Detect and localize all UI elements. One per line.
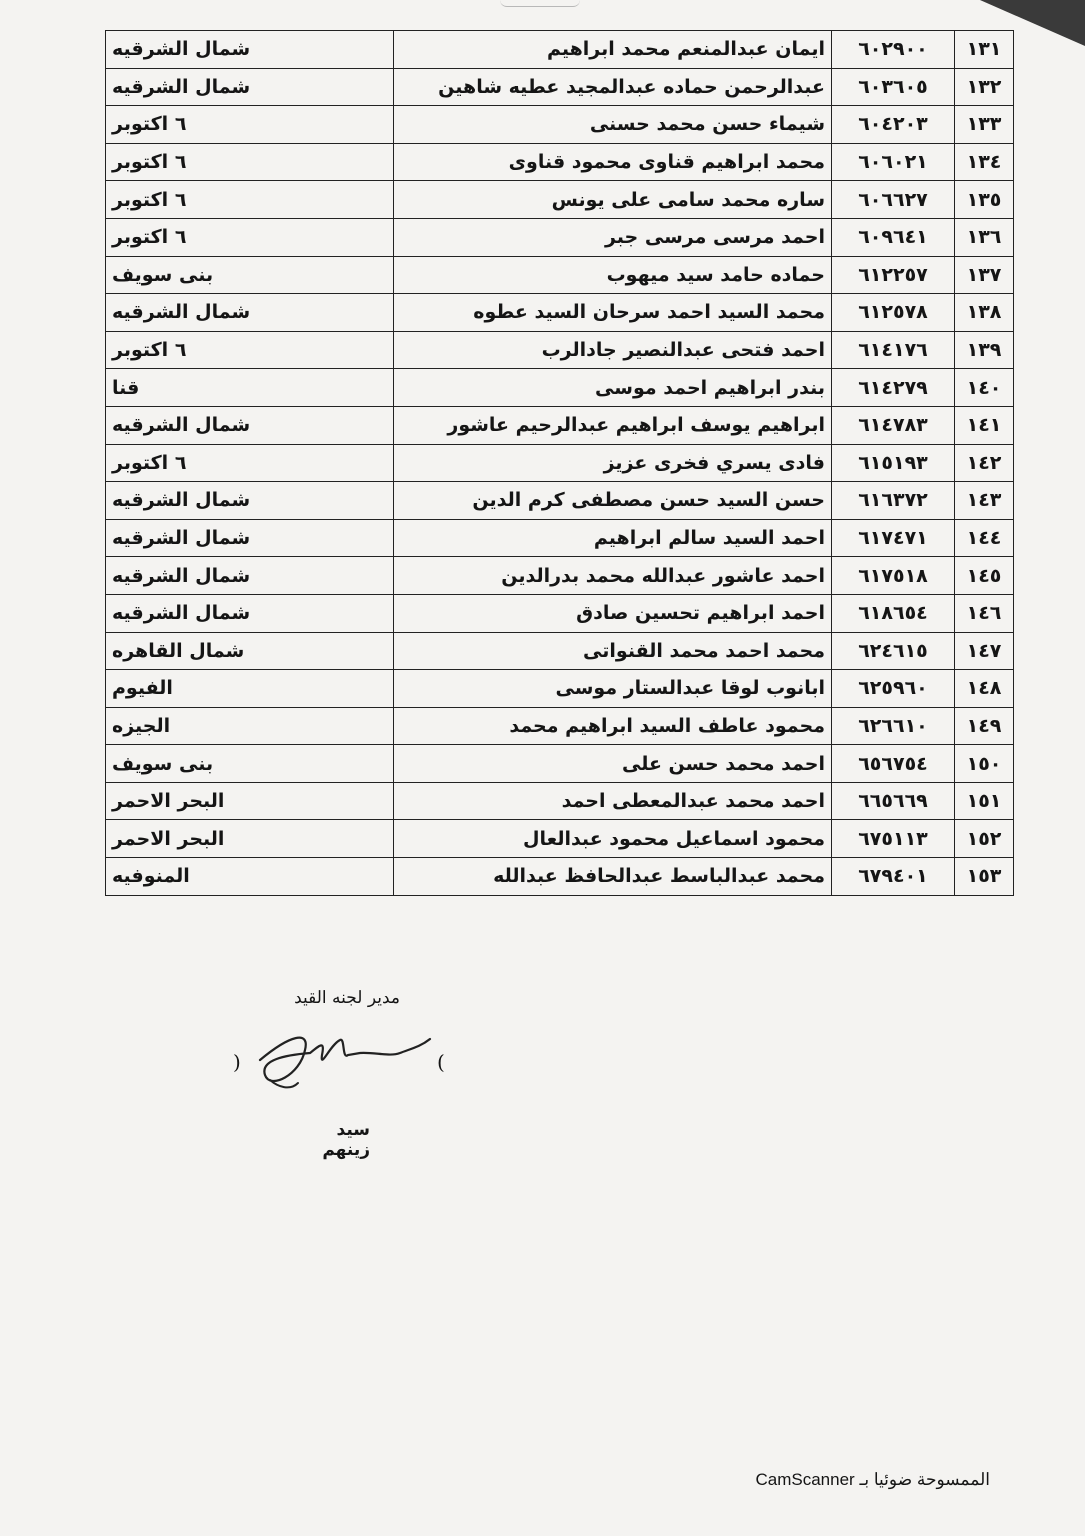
governorate-cell: شمال الشرقيه: [106, 519, 394, 557]
governorate-cell: شمال الشرقيه: [106, 482, 394, 520]
name-cell: محمود اسماعيل محمود عبدالعال: [394, 820, 832, 858]
name-cell: محمود عاطف السيد ابراهيم محمد: [394, 707, 832, 745]
table-row: [106, 858, 1014, 896]
governorate-cell: ٦ اكتوبر: [106, 143, 394, 181]
name-cell: بندر ابراهيم احمد موسى: [394, 369, 832, 407]
name-cell: حسن السيد حسن مصطفى كرم الدين: [394, 482, 832, 520]
signature-open-paren: (: [437, 1050, 445, 1074]
name-cell: شيماء حسن محمد حسنى: [394, 106, 832, 144]
governorate-cell: ٦ اكتوبر: [106, 181, 394, 219]
code-cell: ٦٠٦٦٢٧: [832, 181, 955, 219]
governorate-cell: شمال الشرقيه: [106, 406, 394, 444]
index-cell: ١٤٠: [955, 369, 1014, 407]
index-cell: ١٣٩: [955, 331, 1014, 369]
index-cell: ١٥٣: [955, 858, 1014, 896]
governorate-cell: البحر الاحمر: [106, 820, 394, 858]
code-cell: ٦٢٤٦١٥: [832, 632, 955, 670]
code-cell: ٦١٧٥١٨: [832, 557, 955, 595]
table-row: [106, 820, 1014, 858]
table-row: [106, 782, 1014, 820]
code-cell: ٦٧٥١١٣: [832, 820, 955, 858]
code-cell: ٦١٧٤٧١: [832, 519, 955, 557]
code-cell: ٦٥٦٧٥٤: [832, 745, 955, 783]
name-cell: محمد السيد احمد سرحان السيد عطوه: [394, 294, 832, 332]
governorate-cell: شمال الشرقيه: [106, 594, 394, 632]
table-row: [106, 406, 1014, 444]
code-cell: ٦٠٩٦٤١: [832, 218, 955, 256]
index-cell: ١٤٩: [955, 707, 1014, 745]
governorate-cell: البحر الاحمر: [106, 782, 394, 820]
index-cell: ١٤٣: [955, 482, 1014, 520]
code-cell: ٦٧٩٤٠١: [832, 858, 955, 896]
index-cell: ١٤٦: [955, 594, 1014, 632]
table-row: [106, 331, 1014, 369]
table-row: [106, 632, 1014, 670]
table-row: [106, 31, 1014, 69]
index-cell: ١٥١: [955, 782, 1014, 820]
table-body: [106, 31, 1014, 896]
code-cell: ٦١٤٧٨٣: [832, 406, 955, 444]
table-row: [106, 745, 1014, 783]
code-cell: ٦٦٥٦٦٩: [832, 782, 955, 820]
governorate-cell: شمال الشرقيه: [106, 31, 394, 69]
code-cell: ٦٠٦٠٢١: [832, 143, 955, 181]
name-cell: احمد السيد سالم ابراهيم: [394, 519, 832, 557]
governorate-cell: الفيوم: [106, 670, 394, 708]
code-cell: ٦١٨٦٥٤: [832, 594, 955, 632]
name-cell: احمد فتحى عبدالنصير جادالرب: [394, 331, 832, 369]
index-cell: ١٣٦: [955, 218, 1014, 256]
index-cell: ١٣٧: [955, 256, 1014, 294]
governorate-cell: شمال الشرقيه: [106, 294, 394, 332]
code-cell: ٦١٢٥٧٨: [832, 294, 955, 332]
code-cell: ٦٠٢٩٠٠: [832, 31, 955, 69]
page-top-mark: [500, 0, 580, 7]
index-cell: ١٤٢: [955, 444, 1014, 482]
name-cell: حماده حامد سيد ميهوب: [394, 256, 832, 294]
index-cell: ١٣٤: [955, 143, 1014, 181]
table-row: [106, 218, 1014, 256]
name-cell: ابراهيم يوسف ابراهيم عبدالرحيم عاشور: [394, 406, 832, 444]
index-cell: ١٥٢: [955, 820, 1014, 858]
index-cell: ١٤٥: [955, 557, 1014, 595]
governorate-cell: بنى سويف: [106, 256, 394, 294]
name-cell: ابانوب لوقا عبدالستار موسى: [394, 670, 832, 708]
index-cell: ١٣٣: [955, 106, 1014, 144]
code-cell: ٦٠٣٦٠٥: [832, 68, 955, 106]
name-cell: ساره محمد سامى على يونس: [394, 181, 832, 219]
table-row: [106, 256, 1014, 294]
signature-close-paren: ): [233, 1050, 241, 1074]
index-cell: ١٣١: [955, 31, 1014, 69]
name-cell: فادى يسري فخرى عزيز: [394, 444, 832, 482]
table-row: [106, 482, 1014, 520]
name-cell: ايمان عبدالمنعم محمد ابراهيم: [394, 31, 832, 69]
table-row: [106, 68, 1014, 106]
name-cell: احمد عاشور عبدالله محمد بدرالدين: [394, 557, 832, 595]
index-cell: ١٤٧: [955, 632, 1014, 670]
table-row: [106, 557, 1014, 595]
table-row: [106, 181, 1014, 219]
table-row: [106, 294, 1014, 332]
index-cell: ١٥٠: [955, 745, 1014, 783]
name-cell: احمد محمد عبدالمعطى احمد: [394, 782, 832, 820]
name-cell: عبدالرحمن حماده عبدالمجيد عطيه شاهين: [394, 68, 832, 106]
table-row: [106, 519, 1014, 557]
table-row: [106, 707, 1014, 745]
name-cell: احمد ابراهيم تحسين صادق: [394, 594, 832, 632]
name-cell: احمد محمد حسن على: [394, 745, 832, 783]
registration-table: [105, 30, 1014, 896]
name-cell: محمد عبدالباسط عبدالحافظ عبدالله: [394, 858, 832, 896]
code-cell: ٦١٥١٩٣: [832, 444, 955, 482]
index-cell: ١٤٨: [955, 670, 1014, 708]
governorate-cell: ٦ اكتوبر: [106, 218, 394, 256]
table-row: [106, 143, 1014, 181]
handwritten-signature: [250, 1025, 450, 1095]
code-cell: ٦٢٦٦١٠: [832, 707, 955, 745]
governorate-cell: شمال الشرقيه: [106, 557, 394, 595]
name-cell: احمد مرسى مرسى جبر: [394, 218, 832, 256]
table-row: [106, 106, 1014, 144]
table-row: [106, 670, 1014, 708]
code-cell: ٦١٤٢٧٩: [832, 369, 955, 407]
governorate-cell: شمال القاهره: [106, 632, 394, 670]
governorate-cell: المنوفيه: [106, 858, 394, 896]
governorate-cell: الجيزه: [106, 707, 394, 745]
code-cell: ٦١٦٣٧٢: [832, 482, 955, 520]
index-cell: ١٤١: [955, 406, 1014, 444]
code-cell: ٦١٢٢٥٧: [832, 256, 955, 294]
governorate-cell: شمال الشرقيه: [106, 68, 394, 106]
governorate-cell: ٦ اكتوبر: [106, 444, 394, 482]
code-cell: ٦١٤١٧٦: [832, 331, 955, 369]
table-row: [106, 369, 1014, 407]
index-cell: ١٣٥: [955, 181, 1014, 219]
governorate-cell: بنى سويف: [106, 745, 394, 783]
name-cell: محمد احمد محمد القنواتى: [394, 632, 832, 670]
signatory-title: مدير لجنه القيد: [294, 988, 400, 1008]
code-cell: ٦٢٥٩٦٠: [832, 670, 955, 708]
index-cell: ١٤٤: [955, 519, 1014, 557]
name-cell: محمد ابراهيم قناوى محمود قناوى: [394, 143, 832, 181]
governorate-cell: ٦ اكتوبر: [106, 106, 394, 144]
governorate-cell: ٦ اكتوبر: [106, 331, 394, 369]
governorate-cell: قنا: [106, 369, 394, 407]
table-row: [106, 444, 1014, 482]
table-row: [106, 594, 1014, 632]
index-cell: ١٣٨: [955, 294, 1014, 332]
scanner-watermark: الممسوحة ضوئيا بـ CamScanner: [755, 1470, 990, 1489]
code-cell: ٦٠٤٢٠٣: [832, 106, 955, 144]
index-cell: ١٣٢: [955, 68, 1014, 106]
signatory-name: سيد زينهم: [322, 1120, 370, 1160]
